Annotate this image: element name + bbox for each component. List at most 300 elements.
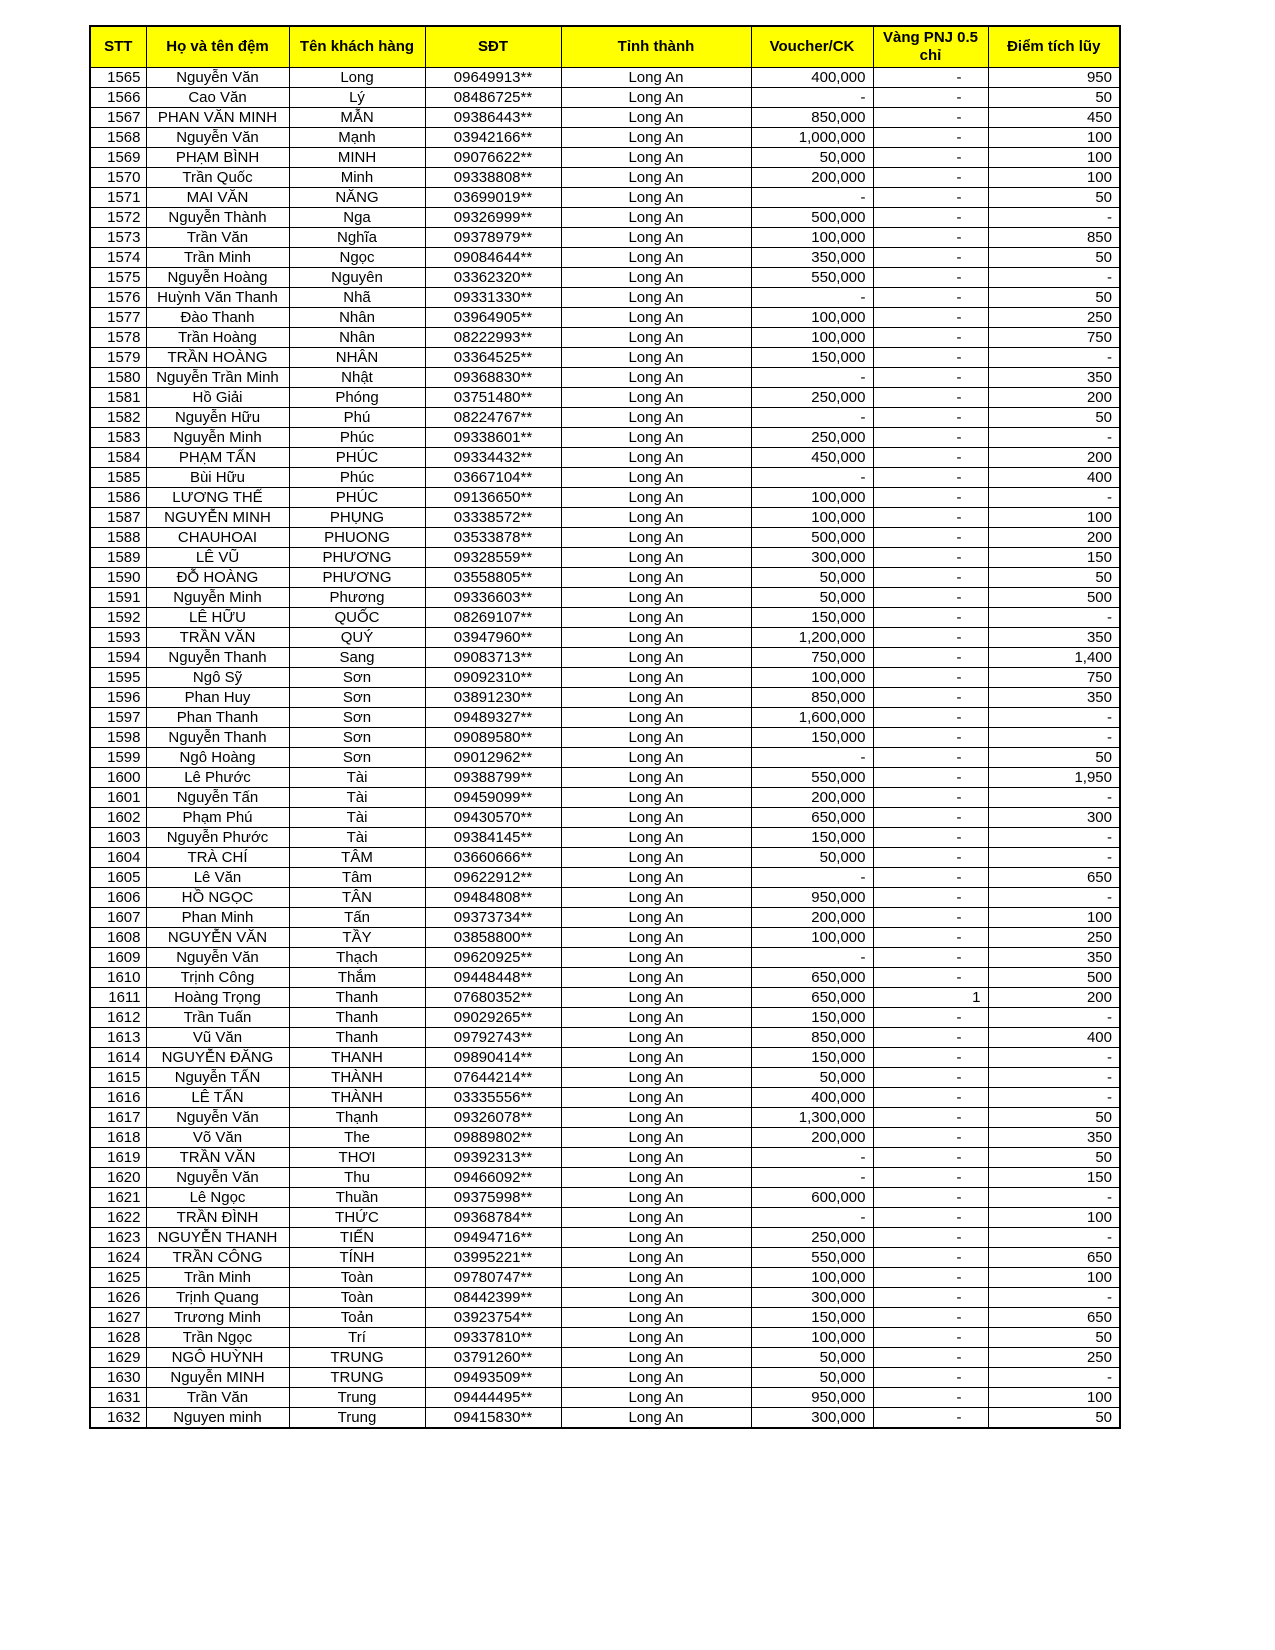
cell-tinh: Long An	[561, 68, 751, 88]
cell-ho-dem: PHAN VĂN MINH	[146, 108, 289, 128]
cell-ho-dem: Nguyen minh	[146, 1408, 289, 1429]
cell-tinh: Long An	[561, 1328, 751, 1348]
cell-sdt: 03364525**	[425, 348, 561, 368]
table-row	[90, 1408, 1120, 1429]
table-row	[90, 428, 1120, 448]
cell-sdt: 09484808**	[425, 888, 561, 908]
table-row	[90, 288, 1120, 308]
cell-sdt: 09084644**	[425, 248, 561, 268]
cell-stt: 1596	[90, 688, 146, 708]
cell-ten: TÂM	[289, 848, 425, 868]
cell-vang: -	[873, 408, 988, 428]
cell-ten: Nghĩa	[289, 228, 425, 248]
cell-ho-dem: Phạm Phú	[146, 808, 289, 828]
cell-vang: -	[873, 548, 988, 568]
cell-ten: Thanh	[289, 1008, 425, 1028]
cell-stt: 1630	[90, 1368, 146, 1388]
cell-ten: Phương	[289, 588, 425, 608]
cell-ten: Thạnh	[289, 1108, 425, 1128]
cell-stt: 1613	[90, 1028, 146, 1048]
cell-diem: 50	[988, 1328, 1120, 1348]
cell-tinh: Long An	[561, 1008, 751, 1028]
cell-diem: 100	[988, 168, 1120, 188]
cell-ho-dem: Ngô Sỹ	[146, 668, 289, 688]
cell-ho-dem: Trịnh Công	[146, 968, 289, 988]
cell-diem: 100	[988, 1268, 1120, 1288]
cell-voucher: -	[751, 88, 873, 108]
table-row	[90, 348, 1120, 368]
cell-voucher: 600,000	[751, 1188, 873, 1208]
cell-tinh: Long An	[561, 1108, 751, 1128]
table-row	[90, 768, 1120, 788]
cell-ho-dem: Huỳnh Văn Thanh	[146, 288, 289, 308]
cell-stt: 1598	[90, 728, 146, 748]
cell-ten: PHUONG	[289, 528, 425, 548]
cell-sdt: 03558805**	[425, 568, 561, 588]
cell-diem: 350	[988, 1128, 1120, 1148]
cell-ho-dem: Nguyễn Thành	[146, 208, 289, 228]
cell-tinh: Long An	[561, 588, 751, 608]
customer-table	[89, 25, 1121, 1429]
cell-sdt: 09620925**	[425, 948, 561, 968]
cell-stt: 1627	[90, 1308, 146, 1328]
cell-diem: 650	[988, 1308, 1120, 1328]
cell-vang: -	[873, 928, 988, 948]
cell-voucher: 1,200,000	[751, 628, 873, 648]
cell-vang: -	[873, 1308, 988, 1328]
cell-stt: 1594	[90, 648, 146, 668]
cell-diem: -	[988, 848, 1120, 868]
cell-tinh: Long An	[561, 1368, 751, 1388]
cell-voucher: 500,000	[751, 208, 873, 228]
cell-vang: -	[873, 508, 988, 528]
cell-voucher: 750,000	[751, 648, 873, 668]
cell-stt: 1617	[90, 1108, 146, 1128]
cell-vang: -	[873, 868, 988, 888]
cell-diem: -	[988, 488, 1120, 508]
cell-ten: TIẾN	[289, 1228, 425, 1248]
cell-vang: -	[873, 248, 988, 268]
cell-voucher: 150,000	[751, 1048, 873, 1068]
cell-ten: Tài	[289, 768, 425, 788]
cell-tinh: Long An	[561, 208, 751, 228]
cell-vang: -	[873, 228, 988, 248]
header-sdt: SĐT	[425, 26, 561, 68]
cell-vang: -	[873, 368, 988, 388]
cell-sdt: 03338572**	[425, 508, 561, 528]
cell-voucher: 850,000	[751, 108, 873, 128]
cell-ten: Nhân	[289, 308, 425, 328]
cell-vang: -	[873, 208, 988, 228]
cell-ten: Phóng	[289, 388, 425, 408]
cell-stt: 1616	[90, 1088, 146, 1108]
cell-ten: Sơn	[289, 688, 425, 708]
cell-sdt: 09392313**	[425, 1148, 561, 1168]
cell-diem: 950	[988, 68, 1120, 88]
cell-tinh: Long An	[561, 628, 751, 648]
cell-sdt: 09089580**	[425, 728, 561, 748]
cell-tinh: Long An	[561, 348, 751, 368]
cell-voucher: -	[751, 468, 873, 488]
cell-tinh: Long An	[561, 288, 751, 308]
cell-sdt: 03667104**	[425, 468, 561, 488]
table-row	[90, 1388, 1120, 1408]
cell-vang: -	[873, 1248, 988, 1268]
cell-tinh: Long An	[561, 1308, 751, 1328]
cell-ten: Lý	[289, 88, 425, 108]
table-row	[90, 208, 1120, 228]
cell-sdt: 09337810**	[425, 1328, 561, 1348]
table-row	[90, 188, 1120, 208]
cell-tinh: Long An	[561, 148, 751, 168]
cell-voucher: -	[751, 368, 873, 388]
header-diem: Điểm tích lũy	[988, 26, 1120, 68]
cell-diem: -	[988, 428, 1120, 448]
cell-sdt: 09444495**	[425, 1388, 561, 1408]
cell-vang: -	[873, 1128, 988, 1148]
cell-tinh: Long An	[561, 128, 751, 148]
cell-ten: TÍNH	[289, 1248, 425, 1268]
cell-ho-dem: NGÔ HUỲNH	[146, 1348, 289, 1368]
cell-stt: 1614	[90, 1048, 146, 1068]
cell-vang: -	[873, 768, 988, 788]
cell-sdt: 03699019**	[425, 188, 561, 208]
cell-vang: -	[873, 328, 988, 348]
cell-stt: 1584	[90, 448, 146, 468]
cell-voucher: -	[751, 868, 873, 888]
cell-diem: -	[988, 788, 1120, 808]
cell-vang: -	[873, 128, 988, 148]
cell-ten: TẦY	[289, 928, 425, 948]
cell-stt: 1608	[90, 928, 146, 948]
cell-ten: Thanh	[289, 988, 425, 1008]
cell-sdt: 03947960**	[425, 628, 561, 648]
cell-ho-dem: TRÀ CHÍ	[146, 848, 289, 868]
cell-voucher: 150,000	[751, 608, 873, 628]
cell-ho-dem: Trần Ngọc	[146, 1328, 289, 1348]
header-ten: Tên khách hàng	[289, 26, 425, 68]
cell-ten: Sơn	[289, 728, 425, 748]
cell-ten: THỨC	[289, 1208, 425, 1228]
cell-voucher: 1,000,000	[751, 128, 873, 148]
cell-stt: 1607	[90, 908, 146, 928]
table-row	[90, 1128, 1120, 1148]
cell-stt: 1601	[90, 788, 146, 808]
cell-sdt: 08222993**	[425, 328, 561, 348]
cell-vang: -	[873, 668, 988, 688]
cell-tinh: Long An	[561, 688, 751, 708]
cell-sdt: 03791260**	[425, 1348, 561, 1368]
cell-ho-dem: Nguyễn Minh	[146, 428, 289, 448]
cell-vang: -	[873, 888, 988, 908]
cell-stt: 1573	[90, 228, 146, 248]
cell-sdt: 03995221**	[425, 1248, 561, 1268]
table-row	[90, 728, 1120, 748]
cell-stt: 1595	[90, 668, 146, 688]
cell-ho-dem: Trần Minh	[146, 248, 289, 268]
cell-ho-dem: Phan Minh	[146, 908, 289, 928]
table-row	[90, 68, 1120, 88]
cell-vang: 1	[873, 988, 988, 1008]
cell-ho-dem: Phan Thanh	[146, 708, 289, 728]
cell-ten: Nhân	[289, 328, 425, 348]
cell-diem: 200	[988, 448, 1120, 468]
cell-tinh: Long An	[561, 868, 751, 888]
cell-tinh: Long An	[561, 528, 751, 548]
cell-voucher: 150,000	[751, 348, 873, 368]
cell-ten: Trung	[289, 1408, 425, 1429]
cell-ten: Toản	[289, 1308, 425, 1328]
cell-stt: 1576	[90, 288, 146, 308]
cell-diem: -	[988, 348, 1120, 368]
cell-voucher: 250,000	[751, 428, 873, 448]
cell-stt: 1570	[90, 168, 146, 188]
cell-diem: 350	[988, 688, 1120, 708]
cell-vang: -	[873, 1168, 988, 1188]
cell-ho-dem: PHẠM TẤN	[146, 448, 289, 468]
cell-voucher: 400,000	[751, 1088, 873, 1108]
cell-sdt: 09415830**	[425, 1408, 561, 1429]
table-row	[90, 408, 1120, 428]
cell-ten: Thuần	[289, 1188, 425, 1208]
cell-voucher: 150,000	[751, 1008, 873, 1028]
cell-stt: 1602	[90, 808, 146, 828]
cell-vang: -	[873, 608, 988, 628]
table-row	[90, 1308, 1120, 1328]
cell-ho-dem: Trần Minh	[146, 1268, 289, 1288]
cell-stt: 1566	[90, 88, 146, 108]
cell-vang: -	[873, 1388, 988, 1408]
cell-tinh: Long An	[561, 308, 751, 328]
cell-ten: TRUNG	[289, 1368, 425, 1388]
cell-diem: 50	[988, 288, 1120, 308]
cell-diem: 100	[988, 1388, 1120, 1408]
cell-diem: -	[988, 1368, 1120, 1388]
cell-stt: 1621	[90, 1188, 146, 1208]
cell-voucher: 950,000	[751, 888, 873, 908]
cell-ten: Trung	[289, 1388, 425, 1408]
cell-stt: 1606	[90, 888, 146, 908]
cell-diem: 750	[988, 668, 1120, 688]
table-row	[90, 568, 1120, 588]
cell-ten: Nga	[289, 208, 425, 228]
cell-tinh: Long An	[561, 1068, 751, 1088]
cell-vang: -	[873, 848, 988, 868]
cell-vang: -	[873, 1088, 988, 1108]
cell-stt: 1599	[90, 748, 146, 768]
cell-tinh: Long An	[561, 1268, 751, 1288]
cell-ho-dem: Hồ Giải	[146, 388, 289, 408]
cell-tinh: Long An	[561, 108, 751, 128]
cell-voucher: 150,000	[751, 728, 873, 748]
cell-sdt: 09384145**	[425, 828, 561, 848]
cell-tinh: Long An	[561, 1288, 751, 1308]
table-row	[90, 108, 1120, 128]
cell-stt: 1580	[90, 368, 146, 388]
cell-ho-dem: TRẦN ĐÌNH	[146, 1208, 289, 1228]
cell-diem: -	[988, 608, 1120, 628]
cell-sdt: 03362320**	[425, 268, 561, 288]
cell-vang: -	[873, 308, 988, 328]
cell-diem: 250	[988, 928, 1120, 948]
cell-stt: 1591	[90, 588, 146, 608]
cell-stt: 1575	[90, 268, 146, 288]
cell-tinh: Long An	[561, 1128, 751, 1148]
cell-sdt: 09334432**	[425, 448, 561, 468]
cell-stt: 1589	[90, 548, 146, 568]
cell-stt: 1623	[90, 1228, 146, 1248]
cell-ten: Nguyên	[289, 268, 425, 288]
table-row	[90, 1068, 1120, 1088]
cell-ten: THÀNH	[289, 1068, 425, 1088]
cell-ho-dem: Nguyễn Thanh	[146, 648, 289, 668]
cell-sdt: 09336603**	[425, 588, 561, 608]
cell-sdt: 09076622**	[425, 148, 561, 168]
cell-tinh: Long An	[561, 448, 751, 468]
cell-voucher: 950,000	[751, 1388, 873, 1408]
table-row	[90, 268, 1120, 288]
cell-vang: -	[873, 348, 988, 368]
cell-voucher: 50,000	[751, 148, 873, 168]
cell-sdt: 07680352**	[425, 988, 561, 1008]
table-row	[90, 628, 1120, 648]
cell-sdt: 09466092**	[425, 1168, 561, 1188]
table-row	[90, 648, 1120, 668]
cell-sdt: 09029265**	[425, 1008, 561, 1028]
table-row	[90, 1188, 1120, 1208]
cell-tinh: Long An	[561, 368, 751, 388]
cell-tinh: Long An	[561, 1348, 751, 1368]
table-row	[90, 748, 1120, 768]
cell-tinh: Long An	[561, 388, 751, 408]
cell-vang: -	[873, 1348, 988, 1368]
cell-stt: 1609	[90, 948, 146, 968]
cell-ho-dem: TRẦN VĂN	[146, 1148, 289, 1168]
cell-sdt: 09459099**	[425, 788, 561, 808]
cell-stt: 1600	[90, 768, 146, 788]
cell-sdt: 08269107**	[425, 608, 561, 628]
cell-vang: -	[873, 88, 988, 108]
cell-stt: 1583	[90, 428, 146, 448]
cell-diem: 50	[988, 1408, 1120, 1429]
table-row	[90, 1108, 1120, 1128]
table-row	[90, 388, 1120, 408]
cell-sdt: 09622912**	[425, 868, 561, 888]
cell-diem: 100	[988, 908, 1120, 928]
cell-ho-dem: Nguyễn Phước	[146, 828, 289, 848]
cell-diem: -	[988, 268, 1120, 288]
cell-stt: 1618	[90, 1128, 146, 1148]
cell-ho-dem: Phan Huy	[146, 688, 289, 708]
cell-ho-dem: LÊ TẤN	[146, 1088, 289, 1108]
cell-stt: 1588	[90, 528, 146, 548]
cell-ten: THÀNH	[289, 1088, 425, 1108]
cell-vang: -	[873, 1148, 988, 1168]
cell-voucher: 650,000	[751, 808, 873, 828]
cell-tinh: Long An	[561, 748, 751, 768]
cell-sdt: 09338808**	[425, 168, 561, 188]
cell-diem: -	[988, 708, 1120, 728]
cell-voucher: 550,000	[751, 768, 873, 788]
cell-diem: 50	[988, 88, 1120, 108]
cell-voucher: 1,300,000	[751, 1108, 873, 1128]
cell-diem: 100	[988, 1208, 1120, 1228]
cell-ho-dem: LÊ VŨ	[146, 548, 289, 568]
cell-tinh: Long An	[561, 228, 751, 248]
cell-diem: 50	[988, 248, 1120, 268]
cell-diem: 450	[988, 108, 1120, 128]
table-row	[90, 1248, 1120, 1268]
cell-tinh: Long An	[561, 888, 751, 908]
cell-ten: MINH	[289, 148, 425, 168]
cell-voucher: 200,000	[751, 168, 873, 188]
table-row	[90, 888, 1120, 908]
cell-tinh: Long An	[561, 968, 751, 988]
cell-ten: Thu	[289, 1168, 425, 1188]
table-row	[90, 1228, 1120, 1248]
table-row	[90, 148, 1120, 168]
cell-voucher: 350,000	[751, 248, 873, 268]
cell-voucher: 550,000	[751, 1248, 873, 1268]
cell-ten: Ngọc	[289, 248, 425, 268]
cell-vang: -	[873, 108, 988, 128]
cell-ho-dem: HỒ NGỌC	[146, 888, 289, 908]
cell-vang: -	[873, 448, 988, 468]
cell-vang: -	[873, 488, 988, 508]
cell-stt: 1619	[90, 1148, 146, 1168]
cell-diem: 350	[988, 368, 1120, 388]
table-row	[90, 548, 1120, 568]
cell-tinh: Long An	[561, 848, 751, 868]
table-row	[90, 828, 1120, 848]
cell-ho-dem: NGUYỄN MINH	[146, 508, 289, 528]
cell-diem: -	[988, 828, 1120, 848]
cell-diem: 350	[988, 628, 1120, 648]
cell-ten: THANH	[289, 1048, 425, 1068]
cell-voucher: -	[751, 1148, 873, 1168]
cell-ho-dem: Cao Văn	[146, 88, 289, 108]
cell-vang: -	[873, 708, 988, 728]
cell-sdt: 09489327**	[425, 708, 561, 728]
cell-diem: -	[988, 1048, 1120, 1068]
cell-vang: -	[873, 1028, 988, 1048]
cell-ho-dem: Trần Hoàng	[146, 328, 289, 348]
cell-tinh: Long An	[561, 268, 751, 288]
cell-voucher: 500,000	[751, 528, 873, 548]
table-row	[90, 588, 1120, 608]
table-row	[90, 1208, 1120, 1228]
cell-ten: Toàn	[289, 1288, 425, 1308]
cell-stt: 1620	[90, 1168, 146, 1188]
cell-voucher: 50,000	[751, 588, 873, 608]
cell-ho-dem: Nguyễn Trần Minh	[146, 368, 289, 388]
table-body	[90, 68, 1120, 1429]
cell-tinh: Long An	[561, 768, 751, 788]
table-row	[90, 808, 1120, 828]
table-row	[90, 608, 1120, 628]
cell-ho-dem: Trần Quốc	[146, 168, 289, 188]
cell-voucher: 100,000	[751, 1268, 873, 1288]
cell-diem: 100	[988, 148, 1120, 168]
cell-vang: -	[873, 588, 988, 608]
header-stt: STT	[90, 26, 146, 68]
cell-tinh: Long An	[561, 728, 751, 748]
cell-tinh: Long An	[561, 488, 751, 508]
table-row	[90, 1348, 1120, 1368]
header-ho-dem: Họ và tên đệm	[146, 26, 289, 68]
cell-ho-dem: Nguyễn Thanh	[146, 728, 289, 748]
cell-ten: Tài	[289, 828, 425, 848]
